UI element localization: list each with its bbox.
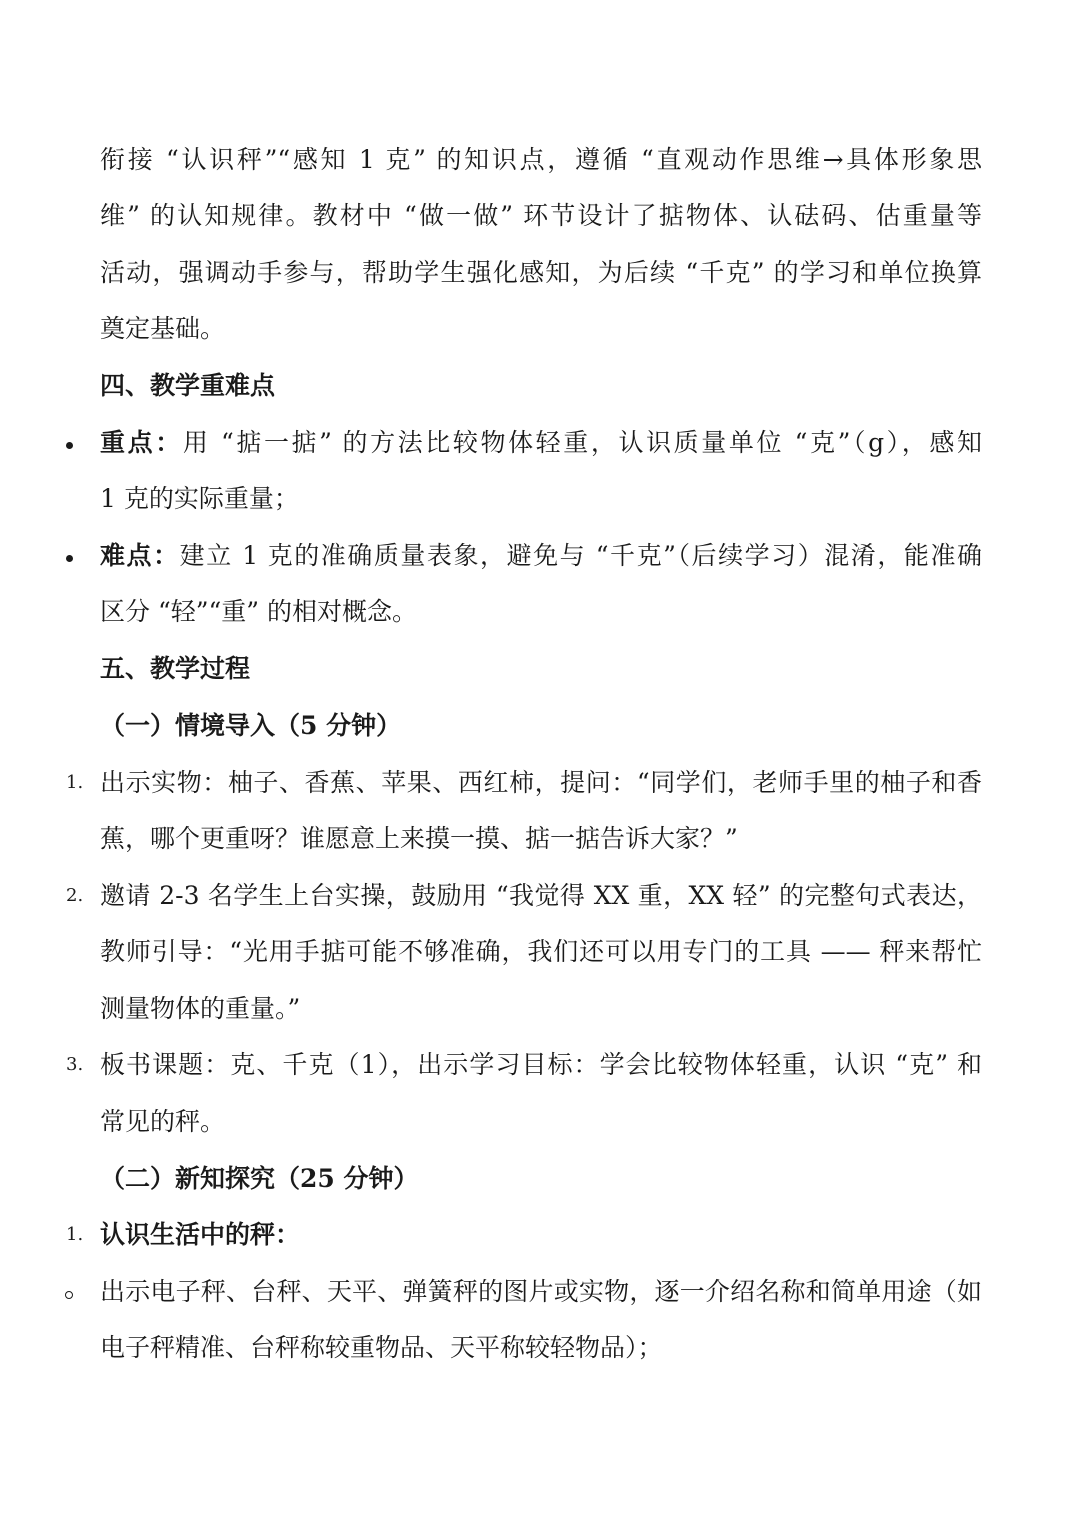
- difficult-point-line: 区分 “轻”“重” 的相对概念。: [100, 597, 418, 626]
- key-point-line: 1 克的实际重量；: [100, 484, 299, 513]
- list-item-line: 测量物体的重量。”: [100, 994, 301, 1023]
- section-heading: 四、教学重难点: [100, 371, 276, 400]
- list-number: 2.: [66, 885, 84, 906]
- key-point-line: [100, 426, 982, 460]
- difficult-point-text: 建立 1 克的准确质量表象，避免与 “千克”（后续学习）混淆，能准确: [179, 541, 982, 570]
- sub-item-line: 出示电子秤、台秤、天平、弹簧秤的图片或实物，逐一介绍名称和简单用途（如: [100, 1277, 982, 1306]
- subsection-heading: （二）新知探究（25 分钟）: [100, 1164, 419, 1193]
- bullet-icon: [66, 442, 73, 449]
- list-item-line: 教师引导：“光用手掂可能不够准确，我们还可以用专门的工具 —— 秤来帮忙: [100, 937, 982, 966]
- section-heading: 五、教学过程: [100, 654, 251, 683]
- list-number: 3.: [66, 1054, 84, 1075]
- key-point-text: 用 “掂一掂” 的方法比较物体轻重，认识质量单位 “克”（g），感知: [182, 428, 982, 457]
- list-number: 1.: [66, 772, 84, 793]
- paragraph-line: 衔接 “认识秤”“感知 1 克” 的知识点，遵循 “直观动作思维→具体形象思: [100, 145, 982, 174]
- difficult-point-line: [100, 539, 982, 573]
- list-item-line: 常见的秤。: [100, 1107, 226, 1136]
- list-item-line: 认识生活中的秤：: [100, 1220, 301, 1249]
- paragraph-line: 维” 的认知规律。教材中 “做一做” 环节设计了掂物体、认砝码、估重量等: [100, 201, 982, 230]
- list-item-line: 板书课题：克、千克（1），出示学习目标：学会比较物体轻重，认识 “克” 和: [100, 1050, 982, 1079]
- list-item-line: 蕉，哪个更重呀？谁愿意上来摸一摸、掂一掂告诉大家？”: [100, 824, 738, 853]
- paragraph-line: 奠定基础。: [100, 314, 226, 343]
- difficult-point-label: 难点：: [100, 541, 180, 570]
- sub-item-line: 电子秤精准、台秤称较重物品、天平称较轻物品）；: [100, 1333, 663, 1362]
- subsection-heading: （一）情境导入（5 分钟）: [100, 711, 402, 740]
- paragraph-line: 活动，强调动手参与，帮助学生强化感知，为后续 “千克” 的学习和单位换算: [100, 258, 982, 287]
- bullet-icon: [66, 555, 73, 562]
- key-point-label: 重点：: [100, 428, 183, 457]
- circle-bullet-icon: [65, 1291, 73, 1299]
- list-item-line: 出示实物：柚子、香蕉、苹果、西红柿，提问：“同学们，老师手里的柚子和香: [100, 768, 982, 797]
- list-item-line: 邀请 2-3 名学生上台实操，鼓励用 “我觉得 XX 重，XX 轻” 的完整句式表达，: [100, 881, 982, 910]
- list-number: 1.: [66, 1224, 84, 1245]
